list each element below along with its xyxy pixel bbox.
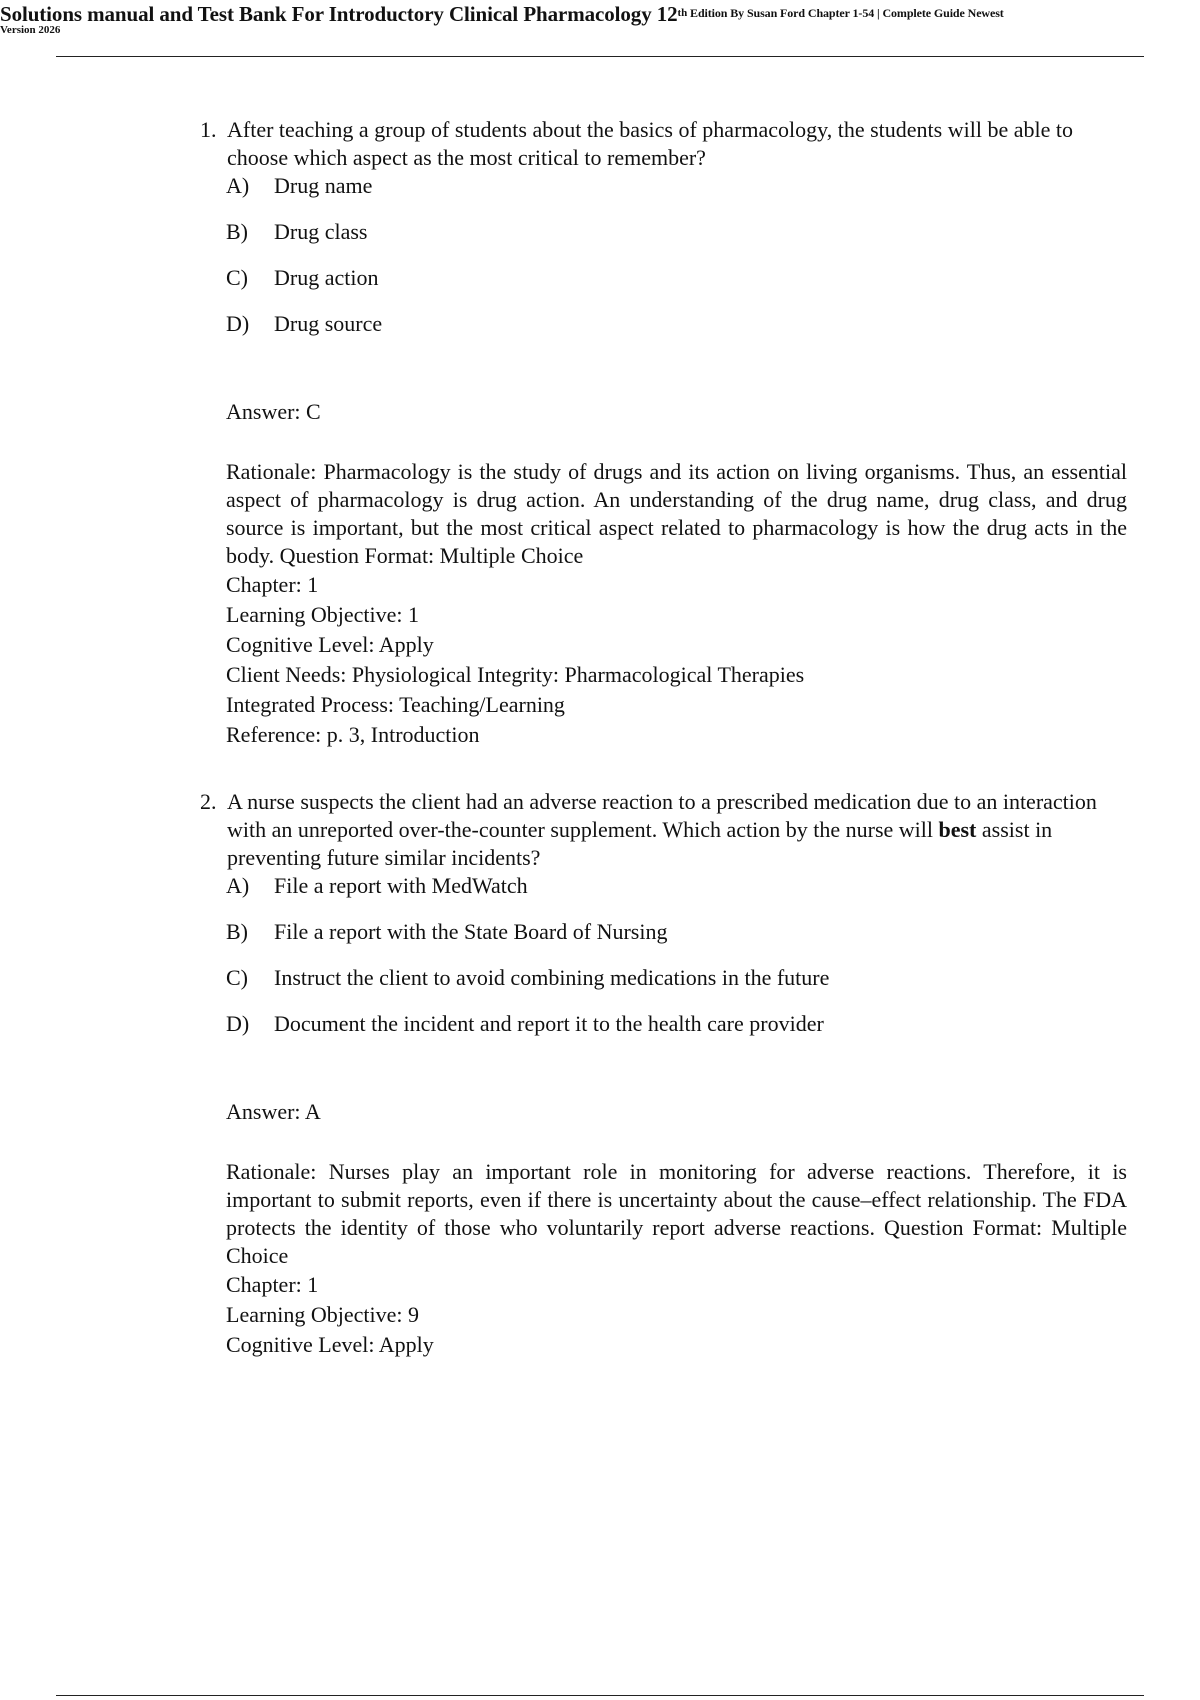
question-stem bbox=[187, 788, 1127, 872]
title-main: Solutions manual and Test Bank For Introductory Clinical Pharmacology 12 bbox=[0, 2, 678, 26]
option-text: File a report with MedWatch bbox=[274, 873, 528, 898]
option-letter: C) bbox=[226, 265, 248, 290]
question-number: 1. bbox=[200, 117, 217, 142]
page-header bbox=[0, 2, 1200, 36]
question-text-end: assist in preventing future similar incidents? bbox=[227, 817, 1053, 870]
option-letter: D) bbox=[226, 311, 250, 336]
meta-cognitive-level: Cognitive Level: Apply bbox=[226, 632, 434, 657]
question-text: A nurse suspects the client had an adverse reaction to a prescribed medication due to an interaction with an unreported over-the-counter supplement. Which action by the nurse will bbox=[227, 789, 1097, 842]
meta-cognitive-level: Cognitive Level: Apply bbox=[226, 1332, 434, 1357]
document-version: Version 2026 bbox=[0, 24, 61, 36]
option-c bbox=[226, 264, 1127, 310]
option-d bbox=[226, 1010, 1127, 1056]
meta-integrated-process: Integrated Process: Teaching/Learning bbox=[226, 692, 565, 717]
answer-options bbox=[226, 172, 1127, 356]
question-emphasis: best bbox=[938, 817, 977, 842]
option-b bbox=[226, 918, 1127, 964]
question-text: After teaching a group of students about the basics of pharmacology, the students will be able to choose which aspect as the most critical to remember? bbox=[227, 117, 1073, 170]
meta-chapter: Chapter: 1 bbox=[226, 1272, 319, 1297]
footer-divider bbox=[56, 1695, 1144, 1696]
rationale: Rationale: Nurses play an important role in monitoring for adverse reactions. Therefore, it is important to submit reports, even if there is uncertainty about the cause–effect relationship. The FDA protects the identity of those who voluntarily report adverse reactions. Question Format: Multiple Choice bbox=[226, 1159, 1127, 1268]
option-c bbox=[226, 964, 1127, 1010]
option-text: File a report with the State Board of Nursing bbox=[274, 919, 668, 944]
question-2 bbox=[187, 788, 1127, 1360]
question-metadata bbox=[226, 1270, 1127, 1360]
option-letter: A) bbox=[226, 173, 250, 198]
option-a bbox=[226, 872, 1127, 918]
option-text: Drug name bbox=[274, 173, 373, 198]
option-text: Drug source bbox=[274, 311, 383, 336]
meta-learning-objective: Learning Objective: 1 bbox=[226, 602, 420, 627]
option-letter: C) bbox=[226, 965, 248, 990]
meta-reference: Reference: p. 3, Introduction bbox=[226, 722, 480, 747]
option-letter: B) bbox=[226, 219, 248, 244]
question-number: 2. bbox=[200, 789, 217, 814]
option-letter: A) bbox=[226, 873, 250, 898]
option-text: Drug action bbox=[274, 265, 379, 290]
question-metadata bbox=[226, 570, 1127, 750]
meta-chapter: Chapter: 1 bbox=[226, 572, 319, 597]
header-divider bbox=[56, 56, 1144, 57]
option-text: Instruct the client to avoid combining medications in the future bbox=[274, 965, 830, 990]
question-1 bbox=[187, 116, 1127, 750]
option-letter: B) bbox=[226, 919, 248, 944]
title-small: Edition By Susan Ford Chapter 1-54 | Complete Guide Newest bbox=[687, 6, 1004, 20]
option-letter: D) bbox=[226, 1011, 250, 1036]
option-text: Drug class bbox=[274, 219, 368, 244]
answer-key: Answer: C bbox=[226, 399, 321, 424]
title-superscript: th bbox=[677, 7, 688, 19]
option-a bbox=[226, 172, 1127, 218]
answer-options bbox=[226, 872, 1127, 1056]
option-text: Document the incident and report it to the health care provider bbox=[274, 1011, 824, 1036]
meta-client-needs: Client Needs: Physiological Integrity: Pharmacological Therapies bbox=[226, 662, 805, 687]
answer-key: Answer: A bbox=[226, 1099, 321, 1124]
option-d bbox=[226, 310, 1127, 356]
question-stem bbox=[187, 116, 1127, 172]
meta-learning-objective: Learning Objective: 9 bbox=[226, 1302, 420, 1327]
document-title bbox=[0, 2, 1200, 26]
rationale: Rationale: Pharmacology is the study of drugs and its action on living organisms. Thus, an essential aspect of pharmacology is drug action. An understanding of the drug name, drug class, and drug source is important, but the most critical aspect related to pharmacology is how the drug acts in the body. Question Format: Multiple Choice bbox=[226, 459, 1127, 568]
option-b bbox=[226, 218, 1127, 264]
